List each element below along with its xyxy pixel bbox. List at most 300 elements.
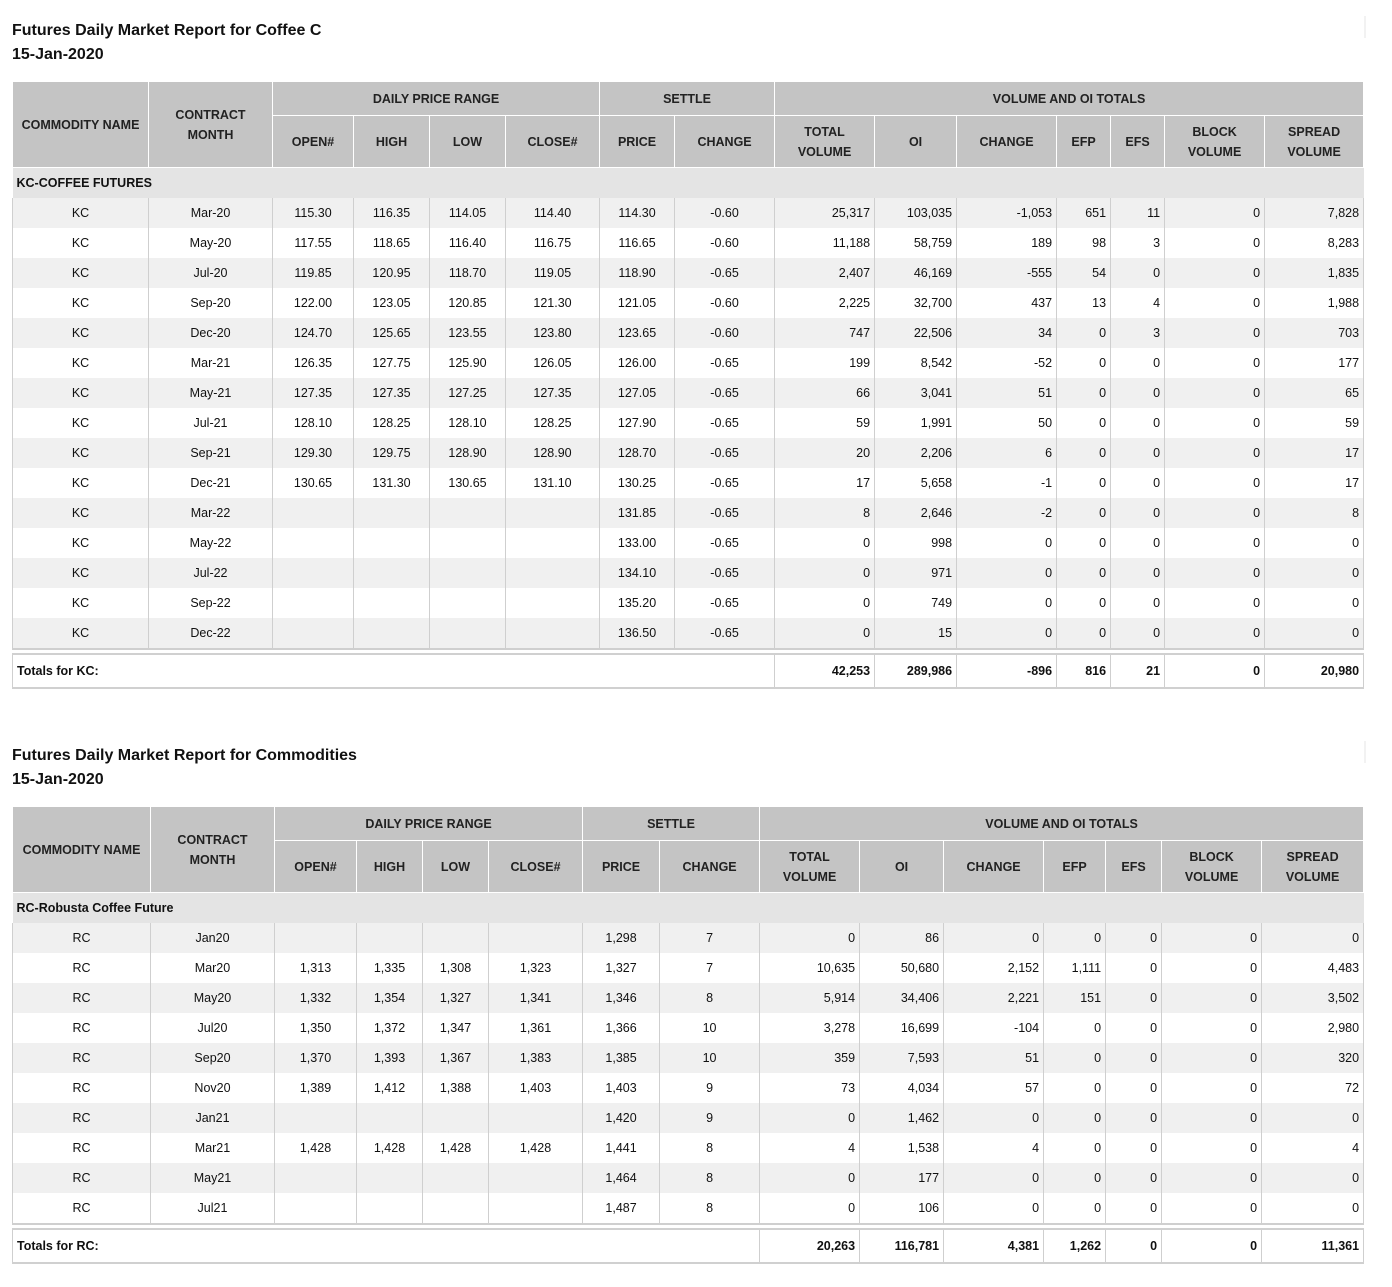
- cell-low: [430, 588, 506, 618]
- cell-commodity: KC: [13, 558, 149, 588]
- cell-high: 116.35: [354, 198, 430, 228]
- cell-high: 1,335: [357, 953, 423, 983]
- cell-close: [489, 923, 583, 953]
- total-spread-volume: 20,980: [1265, 654, 1364, 688]
- cell-block-volume: 0: [1165, 558, 1265, 588]
- cell-contract-month: Jul-22: [149, 558, 273, 588]
- cell-block-volume: 0: [1165, 378, 1265, 408]
- header-low: LOW: [430, 116, 506, 168]
- cell-spread-volume: 65: [1265, 378, 1364, 408]
- cell-block-volume: 0: [1165, 288, 1265, 318]
- header-change: CHANGE: [660, 841, 760, 893]
- cell-settle-price: 1,464: [583, 1163, 660, 1193]
- section-label: KC-COFFEE FUTURES: [13, 168, 1364, 199]
- header-block-volume: BLOCK VOLUME: [1162, 841, 1262, 893]
- cell-oi-change: 6: [957, 438, 1057, 468]
- cell-low: 1,428: [423, 1133, 489, 1163]
- cell-oi: 2,646: [875, 498, 957, 528]
- header-contract-month: CONTRACT MONTH: [149, 82, 273, 168]
- cell-block-volume: 0: [1162, 953, 1262, 983]
- cell-low: 130.65: [430, 468, 506, 498]
- cell-oi-change: 50: [957, 408, 1057, 438]
- cell-commodity: KC: [13, 258, 149, 288]
- cell-low: 1,367: [423, 1043, 489, 1073]
- cell-efs: 0: [1106, 1043, 1162, 1073]
- cell-high: 1,372: [357, 1013, 423, 1043]
- cell-open: [275, 1163, 357, 1193]
- cell-open: 1,428: [275, 1133, 357, 1163]
- header-spread-volume: SPREAD VOLUME: [1262, 841, 1364, 893]
- cell-open: 124.70: [273, 318, 354, 348]
- cell-efp: 151: [1044, 983, 1106, 1013]
- cell-spread-volume: 4,483: [1262, 953, 1364, 983]
- cell-oi: 58,759: [875, 228, 957, 258]
- table-row: [13, 953, 1364, 983]
- cell-total-volume: 0: [760, 1193, 860, 1224]
- header-volume-oi-totals: VOLUME AND OI TOTALS: [760, 807, 1364, 841]
- table-row: [13, 408, 1364, 438]
- cell-open: [273, 618, 354, 649]
- cell-commodity: RC: [13, 1103, 151, 1133]
- cell-commodity: RC: [13, 1163, 151, 1193]
- cell-total-volume: 3,278: [760, 1013, 860, 1043]
- cell-settle-change: -0.65: [675, 258, 775, 288]
- cell-high: 1,428: [357, 1133, 423, 1163]
- cell-spread-volume: 7,828: [1265, 198, 1364, 228]
- cell-block-volume: 0: [1165, 318, 1265, 348]
- total-oi: 289,986: [875, 654, 957, 688]
- cell-settle-change: -0.60: [675, 318, 775, 348]
- cell-efp: 0: [1057, 588, 1111, 618]
- cell-contract-month: Nov20: [151, 1073, 275, 1103]
- cell-oi: 46,169: [875, 258, 957, 288]
- total-efs: 0: [1106, 1229, 1162, 1263]
- cell-oi: 749: [875, 588, 957, 618]
- cell-high: 129.75: [354, 438, 430, 468]
- cell-efp: 0: [1044, 1133, 1106, 1163]
- cell-efs: 0: [1106, 1103, 1162, 1133]
- cell-efs: 0: [1106, 1133, 1162, 1163]
- cell-commodity: KC: [13, 198, 149, 228]
- cell-block-volume: 0: [1162, 1103, 1262, 1133]
- cell-contract-month: Dec-22: [149, 618, 273, 649]
- header-high: HIGH: [354, 116, 430, 168]
- cell-high: [357, 1163, 423, 1193]
- header-price: PRICE: [583, 841, 660, 893]
- cell-high: 123.05: [354, 288, 430, 318]
- cell-low: 1,308: [423, 953, 489, 983]
- table-row: [13, 1193, 1364, 1224]
- cell-efs: 0: [1111, 498, 1165, 528]
- cell-contract-month: Sep-20: [149, 288, 273, 318]
- cell-settle-change: 10: [660, 1013, 760, 1043]
- cell-total-volume: 5,914: [760, 983, 860, 1013]
- cell-contract-month: Mar20: [151, 953, 275, 983]
- cell-contract-month: May21: [151, 1163, 275, 1193]
- cell-close: [506, 588, 600, 618]
- cell-efp: 0: [1044, 1043, 1106, 1073]
- cell-efp: 0: [1057, 528, 1111, 558]
- cell-spread-volume: 0: [1265, 618, 1364, 649]
- cell-efp: 54: [1057, 258, 1111, 288]
- cell-spread-volume: 177: [1265, 348, 1364, 378]
- cell-spread-volume: 17: [1265, 468, 1364, 498]
- page-edge-marker: [1364, 741, 1366, 763]
- cell-low: 120.85: [430, 288, 506, 318]
- cell-low: 114.05: [430, 198, 506, 228]
- cell-oi-change: 51: [957, 378, 1057, 408]
- header-high: HIGH: [357, 841, 423, 893]
- cell-low: [423, 1103, 489, 1133]
- cell-spread-volume: 0: [1265, 588, 1364, 618]
- cell-low: 128.10: [430, 408, 506, 438]
- cell-efs: 0: [1111, 528, 1165, 558]
- cell-oi-change: -1: [957, 468, 1057, 498]
- report-date: 15-Jan-2020: [12, 46, 104, 63]
- cell-open: 129.30: [273, 438, 354, 468]
- report-date: 15-Jan-2020: [12, 771, 104, 788]
- cell-commodity: RC: [13, 923, 151, 953]
- header-open: OPEN#: [273, 116, 354, 168]
- cell-total-volume: 73: [760, 1073, 860, 1103]
- cell-oi: 50,680: [860, 953, 944, 983]
- cell-efp: 98: [1057, 228, 1111, 258]
- cell-contract-month: Mar-20: [149, 198, 273, 228]
- cell-block-volume: 0: [1162, 983, 1262, 1013]
- header-oi-change: CHANGE: [944, 841, 1044, 893]
- cell-block-volume: 0: [1165, 198, 1265, 228]
- cell-high: [354, 618, 430, 649]
- header-low: LOW: [423, 841, 489, 893]
- table-row: [13, 1133, 1364, 1163]
- cell-contract-month: Mar-22: [149, 498, 273, 528]
- total-total-volume: 42,253: [775, 654, 875, 688]
- table-row: [13, 1013, 1364, 1043]
- cell-commodity: KC: [13, 618, 149, 649]
- cell-close: 1,323: [489, 953, 583, 983]
- cell-close: [506, 528, 600, 558]
- cell-oi-change: 2,221: [944, 983, 1044, 1013]
- cell-commodity: KC: [13, 318, 149, 348]
- cell-settle-price: 136.50: [600, 618, 675, 649]
- cell-oi: 971: [875, 558, 957, 588]
- cell-oi-change: 0: [944, 1103, 1044, 1133]
- cell-oi-change: 57: [944, 1073, 1044, 1103]
- cell-low: 127.25: [430, 378, 506, 408]
- cell-settle-change: -0.65: [675, 618, 775, 649]
- cell-block-volume: 0: [1162, 1193, 1262, 1224]
- cell-total-volume: 0: [775, 558, 875, 588]
- table-row: [13, 468, 1364, 498]
- cell-close: 1,403: [489, 1073, 583, 1103]
- total-efp: 816: [1057, 654, 1111, 688]
- cell-spread-volume: 0: [1262, 1103, 1364, 1133]
- cell-low: 116.40: [430, 228, 506, 258]
- cell-block-volume: 0: [1165, 408, 1265, 438]
- cell-commodity: KC: [13, 588, 149, 618]
- cell-efs: 0: [1111, 378, 1165, 408]
- cell-block-volume: 0: [1162, 1043, 1262, 1073]
- cell-spread-volume: 0: [1262, 1193, 1364, 1224]
- cell-settle-price: 1,298: [583, 923, 660, 953]
- cell-open: 122.00: [273, 288, 354, 318]
- cell-commodity: RC: [13, 1013, 151, 1043]
- cell-efs: 0: [1106, 983, 1162, 1013]
- cell-total-volume: 66: [775, 378, 875, 408]
- cell-contract-month: May-21: [149, 378, 273, 408]
- header-commodity-name: COMMODITY NAME: [13, 82, 149, 168]
- cell-commodity: KC: [13, 528, 149, 558]
- cell-settle-change: 8: [660, 1133, 760, 1163]
- cell-efs: 0: [1111, 558, 1165, 588]
- header-settle: SETTLE: [583, 807, 760, 841]
- cell-oi: 15: [875, 618, 957, 649]
- cell-contract-month: May20: [151, 983, 275, 1013]
- cell-total-volume: 2,225: [775, 288, 875, 318]
- cell-spread-volume: 0: [1262, 1163, 1364, 1193]
- cell-settle-price: 133.00: [600, 528, 675, 558]
- cell-oi: 1,538: [860, 1133, 944, 1163]
- cell-total-volume: 11,188: [775, 228, 875, 258]
- cell-contract-month: Jan20: [151, 923, 275, 953]
- cell-low: [430, 618, 506, 649]
- cell-high: [354, 528, 430, 558]
- table-row: [13, 1043, 1364, 1073]
- total-oi-change: 4,381: [944, 1229, 1044, 1263]
- cell-close: [506, 498, 600, 528]
- cell-high: 125.65: [354, 318, 430, 348]
- cell-contract-month: May-22: [149, 528, 273, 558]
- cell-efp: 0: [1057, 558, 1111, 588]
- cell-close: [489, 1103, 583, 1133]
- cell-oi-change: 437: [957, 288, 1057, 318]
- cell-settle-price: 123.65: [600, 318, 675, 348]
- cell-spread-volume: 0: [1265, 528, 1364, 558]
- cell-spread-volume: 0: [1262, 923, 1364, 953]
- header-efs: EFS: [1106, 841, 1162, 893]
- cell-oi: 22,506: [875, 318, 957, 348]
- table-row: [13, 983, 1364, 1013]
- cell-efs: 0: [1111, 588, 1165, 618]
- table-row: [13, 498, 1364, 528]
- cell-block-volume: 0: [1162, 1163, 1262, 1193]
- cell-total-volume: 25,317: [775, 198, 875, 228]
- totals-label: Totals for KC:: [13, 654, 775, 688]
- cell-oi-change: -555: [957, 258, 1057, 288]
- cell-efp: 0: [1044, 1103, 1106, 1133]
- cell-oi-change: 189: [957, 228, 1057, 258]
- cell-oi-change: 0: [957, 618, 1057, 649]
- cell-oi: 5,658: [875, 468, 957, 498]
- cell-low: 1,347: [423, 1013, 489, 1043]
- cell-oi-change: 0: [944, 923, 1044, 953]
- cell-settle-price: 128.70: [600, 438, 675, 468]
- market-table: [12, 81, 1364, 689]
- table-row: [13, 258, 1364, 288]
- cell-settle-price: 1,385: [583, 1043, 660, 1073]
- cell-contract-month: Jul-21: [149, 408, 273, 438]
- cell-total-volume: 17: [775, 468, 875, 498]
- cell-open: 115.30: [273, 198, 354, 228]
- cell-high: [354, 588, 430, 618]
- table-row: [13, 438, 1364, 468]
- header-daily-price-range: DAILY PRICE RANGE: [273, 82, 600, 116]
- cell-settle-change: -0.60: [675, 228, 775, 258]
- cell-settle-change: 8: [660, 1193, 760, 1224]
- cell-oi: 16,699: [860, 1013, 944, 1043]
- cell-settle-change: -0.60: [675, 288, 775, 318]
- header-spread-volume: SPREAD VOLUME: [1265, 116, 1364, 168]
- cell-efs: 0: [1106, 1073, 1162, 1103]
- cell-efp: 13: [1057, 288, 1111, 318]
- cell-oi-change: 0: [957, 588, 1057, 618]
- cell-block-volume: 0: [1162, 1133, 1262, 1163]
- cell-contract-month: Mar-21: [149, 348, 273, 378]
- cell-commodity: KC: [13, 378, 149, 408]
- cell-total-volume: 0: [775, 528, 875, 558]
- report-title: Futures Daily Market Report for Commodities: [12, 747, 357, 764]
- coffee-c-report: [12, 19, 1364, 689]
- cell-total-volume: 0: [760, 923, 860, 953]
- total-spread-volume: 11,361: [1262, 1229, 1364, 1263]
- cell-close: 1,383: [489, 1043, 583, 1073]
- header-block-volume: BLOCK VOLUME: [1165, 116, 1265, 168]
- cell-efp: 0: [1044, 923, 1106, 953]
- cell-contract-month: Sep20: [151, 1043, 275, 1073]
- cell-oi: 1,462: [860, 1103, 944, 1133]
- cell-open: [273, 528, 354, 558]
- cell-close: [489, 1163, 583, 1193]
- cell-efp: 1,111: [1044, 953, 1106, 983]
- cell-total-volume: 359: [760, 1043, 860, 1073]
- header-efs: EFS: [1111, 116, 1165, 168]
- cell-close: 127.35: [506, 378, 600, 408]
- cell-settle-change: -0.65: [675, 588, 775, 618]
- cell-open: 1,332: [275, 983, 357, 1013]
- cell-oi-change: 2,152: [944, 953, 1044, 983]
- cell-settle-price: 1,346: [583, 983, 660, 1013]
- cell-oi-change: 0: [957, 558, 1057, 588]
- cell-low: [423, 1163, 489, 1193]
- cell-spread-volume: 2,980: [1262, 1013, 1364, 1043]
- cell-close: [489, 1193, 583, 1224]
- cell-efp: 0: [1057, 348, 1111, 378]
- cell-block-volume: 0: [1162, 1073, 1262, 1103]
- cell-low: [430, 498, 506, 528]
- table-row: [13, 228, 1364, 258]
- table-row: [13, 618, 1364, 649]
- cell-low: [430, 558, 506, 588]
- cell-commodity: RC: [13, 983, 151, 1013]
- cell-block-volume: 0: [1165, 588, 1265, 618]
- cell-commodity: RC: [13, 1193, 151, 1224]
- cell-oi-change: -104: [944, 1013, 1044, 1043]
- total-oi: 116,781: [860, 1229, 944, 1263]
- cell-close: 119.05: [506, 258, 600, 288]
- total-block-volume: 0: [1162, 1229, 1262, 1263]
- cell-block-volume: 0: [1165, 228, 1265, 258]
- cell-high: 128.25: [354, 408, 430, 438]
- cell-oi: 998: [875, 528, 957, 558]
- commodities-report: [12, 744, 1364, 1264]
- cell-close: 121.30: [506, 288, 600, 318]
- cell-efs: 3: [1111, 228, 1165, 258]
- cell-close: 123.80: [506, 318, 600, 348]
- cell-open: [273, 558, 354, 588]
- cell-high: 120.95: [354, 258, 430, 288]
- cell-spread-volume: 320: [1262, 1043, 1364, 1073]
- cell-settle-price: 1,487: [583, 1193, 660, 1224]
- cell-close: [506, 558, 600, 588]
- cell-oi: 8,542: [875, 348, 957, 378]
- header-settle: SETTLE: [600, 82, 775, 116]
- cell-oi: 2,206: [875, 438, 957, 468]
- cell-high: [357, 1193, 423, 1224]
- cell-total-volume: 2,407: [775, 258, 875, 288]
- cell-settle-change: -0.65: [675, 378, 775, 408]
- cell-settle-price: 127.05: [600, 378, 675, 408]
- header-close: CLOSE#: [506, 116, 600, 168]
- cell-oi-change: 0: [957, 528, 1057, 558]
- table-row: [13, 198, 1364, 228]
- cell-oi: 4,034: [860, 1073, 944, 1103]
- cell-spread-volume: 8,283: [1265, 228, 1364, 258]
- cell-settle-price: 1,327: [583, 953, 660, 983]
- cell-high: 127.75: [354, 348, 430, 378]
- cell-close: 128.90: [506, 438, 600, 468]
- section-label: RC-Robusta Coffee Future: [13, 893, 1364, 924]
- cell-high: 1,393: [357, 1043, 423, 1073]
- cell-efs: 0: [1106, 953, 1162, 983]
- cell-oi: 3,041: [875, 378, 957, 408]
- cell-spread-volume: 17: [1265, 438, 1364, 468]
- cell-contract-month: Jul-20: [149, 258, 273, 288]
- cell-contract-month: Dec-20: [149, 318, 273, 348]
- table-row: [13, 1163, 1364, 1193]
- cell-total-volume: 0: [760, 1163, 860, 1193]
- cell-settle-change: 8: [660, 983, 760, 1013]
- cell-commodity: KC: [13, 288, 149, 318]
- cell-settle-price: 118.90: [600, 258, 675, 288]
- cell-oi: 86: [860, 923, 944, 953]
- cell-efp: 0: [1057, 618, 1111, 649]
- cell-block-volume: 0: [1165, 258, 1265, 288]
- cell-efp: 0: [1057, 438, 1111, 468]
- table-row: [13, 923, 1364, 953]
- cell-block-volume: 0: [1165, 468, 1265, 498]
- cell-contract-month: Jul21: [151, 1193, 275, 1224]
- header-daily-price-range: DAILY PRICE RANGE: [275, 807, 583, 841]
- cell-efs: 0: [1106, 923, 1162, 953]
- cell-block-volume: 0: [1165, 438, 1265, 468]
- cell-efp: 0: [1057, 468, 1111, 498]
- table-row: [13, 558, 1364, 588]
- report-title: Futures Daily Market Report for Coffee C: [12, 22, 322, 39]
- header-commodity-name: COMMODITY NAME: [13, 807, 151, 893]
- page-edge-marker: [1364, 16, 1366, 38]
- cell-oi: 1,991: [875, 408, 957, 438]
- cell-oi: 34,406: [860, 983, 944, 1013]
- header-efp: EFP: [1044, 841, 1106, 893]
- cell-settle-change: 8: [660, 1163, 760, 1193]
- cell-commodity: RC: [13, 1133, 151, 1163]
- cell-efp: 0: [1044, 1013, 1106, 1043]
- cell-high: 1,354: [357, 983, 423, 1013]
- cell-efp: 0: [1057, 498, 1111, 528]
- cell-open: 117.55: [273, 228, 354, 258]
- cell-settle-price: 1,441: [583, 1133, 660, 1163]
- cell-low: 1,388: [423, 1073, 489, 1103]
